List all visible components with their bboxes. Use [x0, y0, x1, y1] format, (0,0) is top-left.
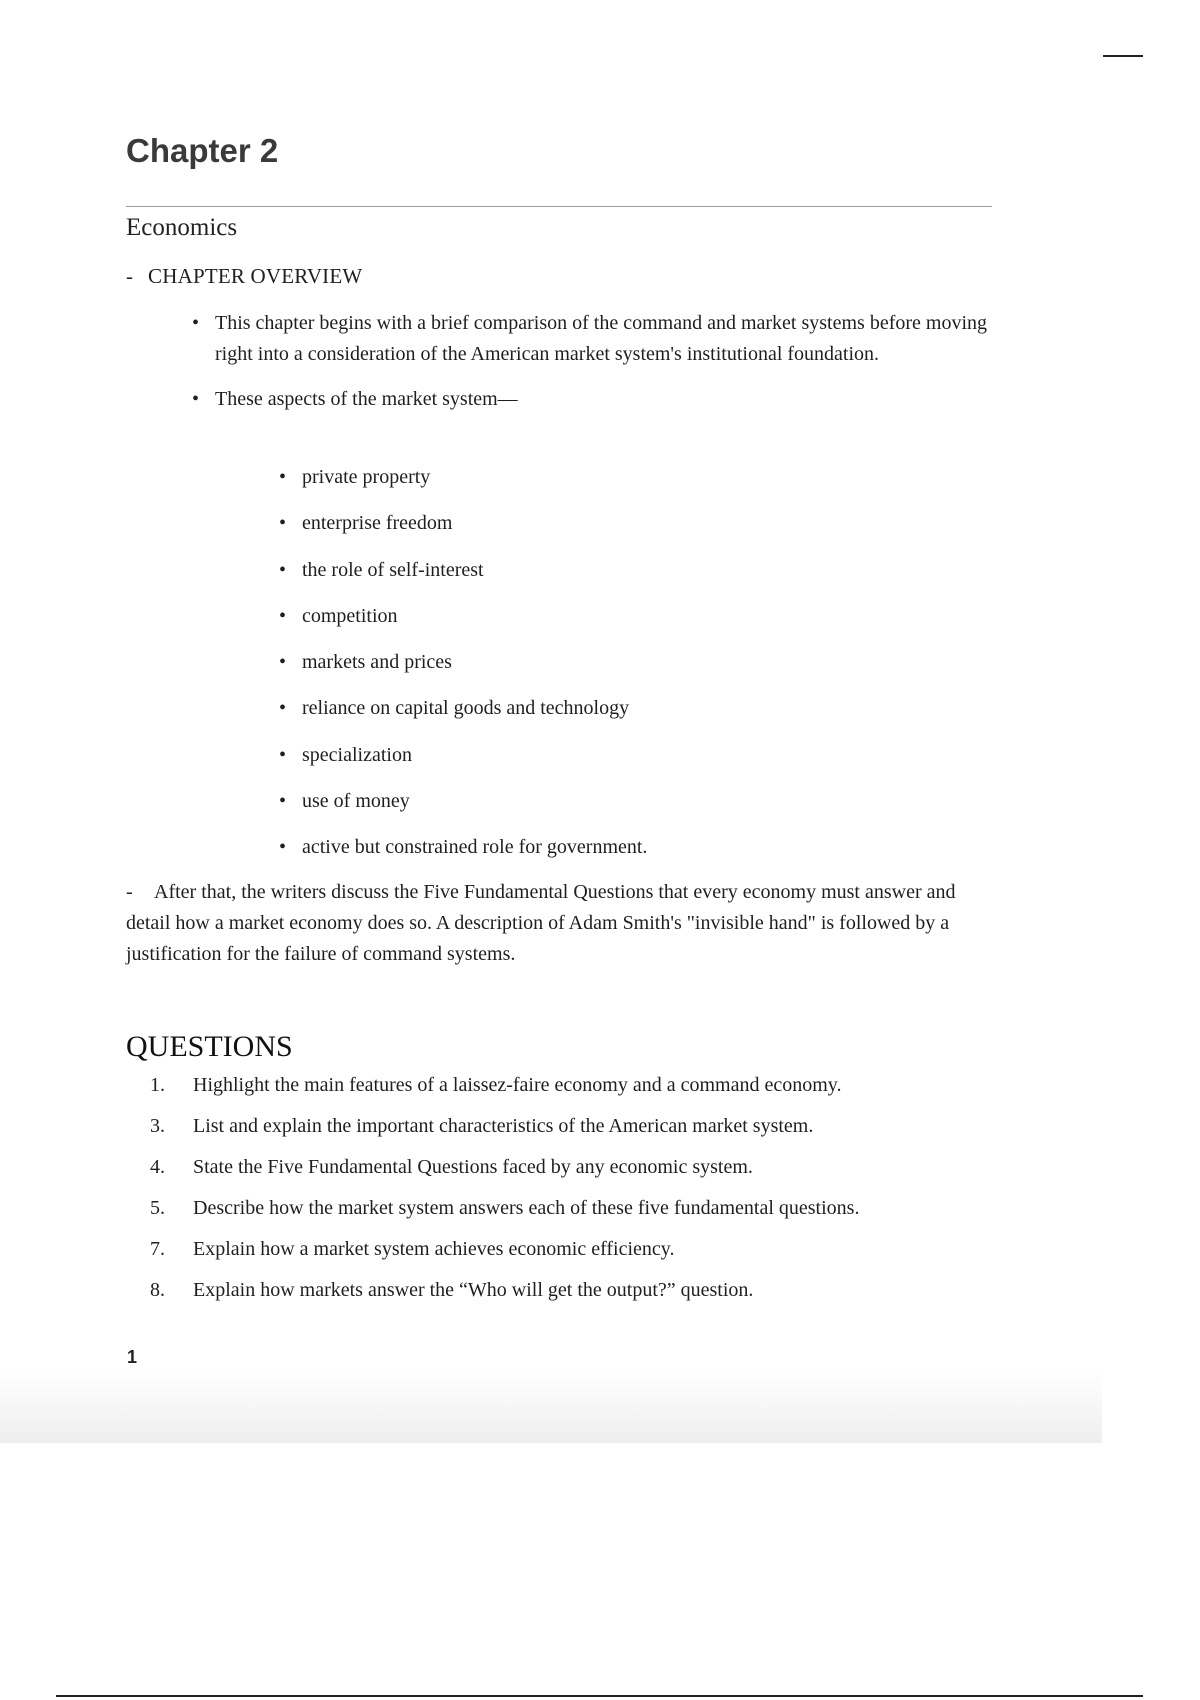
questions-list — [150, 1070, 859, 1316]
market-aspects-list — [279, 462, 647, 879]
aspect-item: • specialization — [279, 740, 647, 786]
aspect-item: • reliance on capital goods and technology — [279, 693, 647, 739]
summary-text: After that, the writers discuss the Five Fundamental Questions that every economy must answer and detail how a market economy does so. A description of Adam Smith's "invisible hand" is followed by a justification for the failure of command systems. — [126, 881, 956, 965]
aspect-item: • markets and prices — [279, 647, 647, 693]
question-number: 3. — [150, 1115, 165, 1137]
questions-heading: QUESTIONS — [126, 1030, 293, 1063]
overview-bullet-list — [192, 308, 992, 429]
top-divider-dash — [1103, 55, 1143, 57]
question-text: Highlight the main features of a laissez-faire economy and a command economy. — [193, 1074, 842, 1096]
question-item — [150, 1070, 859, 1111]
aspect-item: • active but constrained role for government. — [279, 832, 647, 878]
question-item — [150, 1234, 859, 1275]
bottom-divider — [56, 1695, 1143, 1697]
summary-dash: - — [126, 881, 133, 903]
question-text: State the Five Fundamental Questions faced by any economic system. — [193, 1156, 753, 1178]
overview-bullet: • This chapter begins with a brief comparison of the command and market systems before moving right into a consideration of the American market system's institutional foundation. — [192, 308, 992, 370]
question-number: 4. — [150, 1156, 165, 1178]
question-item — [150, 1275, 859, 1316]
question-number: 5. — [150, 1197, 165, 1219]
question-number: 1. — [150, 1074, 165, 1096]
question-text: Explain how a market system achieves economic efficiency. — [193, 1238, 675, 1260]
page-bottom-shadow — [0, 1370, 1102, 1443]
question-item — [150, 1193, 859, 1234]
subject-heading: Economics — [126, 214, 238, 241]
chapter-title: Chapter 2 — [126, 132, 279, 169]
question-text: Explain how markets answer the “Who will get the output?” question. — [193, 1279, 754, 1301]
question-text: Describe how the market system answers each of these five fundamental questions. — [193, 1197, 860, 1219]
aspect-item: • private property — [279, 462, 647, 508]
chapter-overview-heading — [126, 264, 362, 289]
overview-heading-text: CHAPTER OVERVIEW — [148, 264, 363, 288]
overview-summary-paragraph — [126, 877, 966, 970]
aspect-item: • the role of self-interest — [279, 555, 647, 601]
overview-dash: - — [126, 264, 134, 288]
question-number: 7. — [150, 1238, 165, 1260]
aspect-item: • enterprise freedom — [279, 508, 647, 554]
aspect-item: • competition — [279, 601, 647, 647]
title-divider — [126, 206, 992, 207]
question-number: 8. — [150, 1279, 165, 1301]
aspect-item: • use of money — [279, 786, 647, 832]
question-item — [150, 1152, 859, 1193]
overview-bullet: • These aspects of the market system— — [192, 384, 992, 415]
question-item — [150, 1111, 859, 1152]
page-number: 1 — [127, 1347, 138, 1367]
question-text: List and explain the important characteristics of the American market system. — [193, 1115, 814, 1137]
